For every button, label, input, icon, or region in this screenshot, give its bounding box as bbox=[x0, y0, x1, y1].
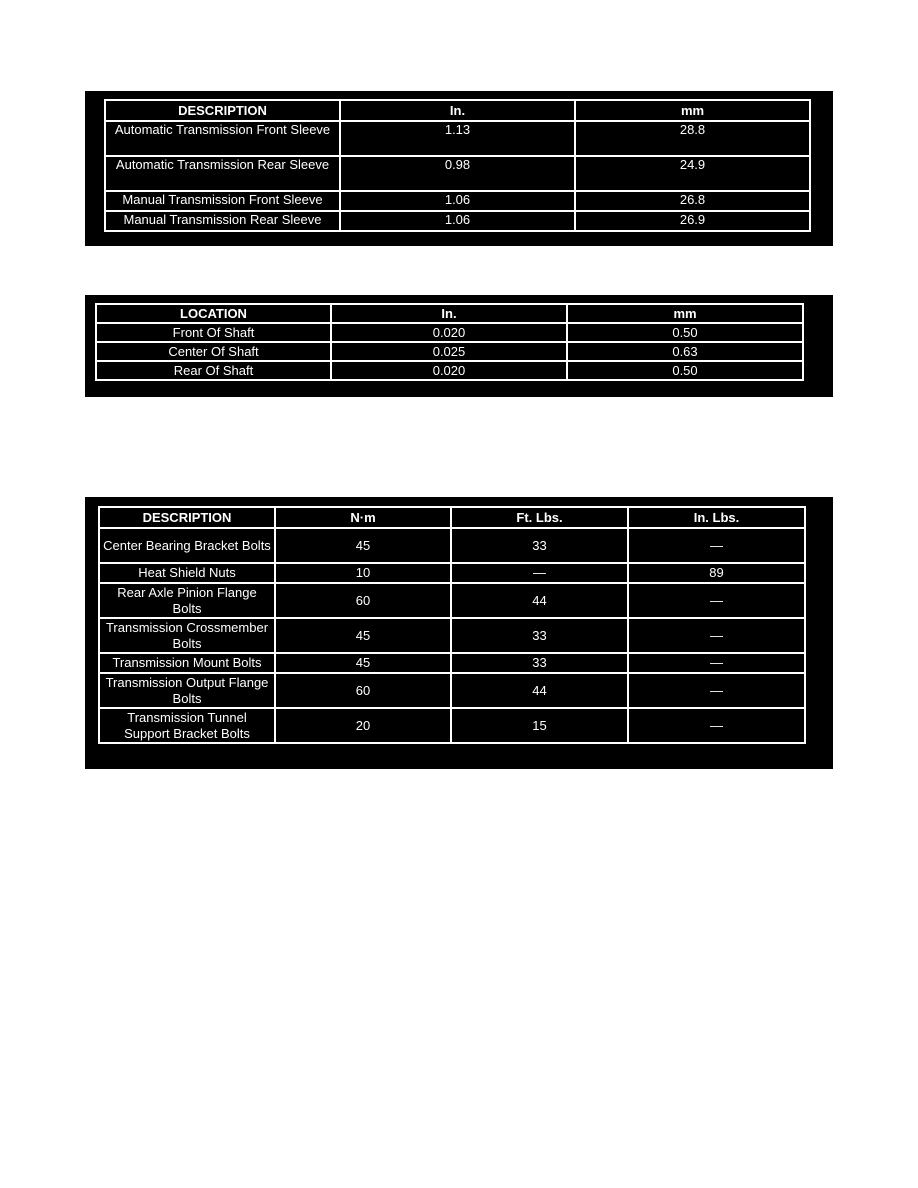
torque-spec-panel bbox=[85, 497, 833, 769]
table-cell: Rear Axle Pinion Flange Bolts bbox=[99, 583, 275, 618]
table-cell: 44 bbox=[451, 673, 628, 708]
table-row bbox=[99, 563, 805, 583]
table-cell: 0.98 bbox=[340, 156, 575, 191]
table-cell: 0.020 bbox=[331, 361, 567, 380]
table-row bbox=[99, 618, 805, 653]
column-header: Ft. Lbs. bbox=[451, 507, 628, 528]
runout-spec-table bbox=[95, 303, 804, 381]
table-cell: 28.8 bbox=[575, 121, 810, 156]
table-cell: Rear Of Shaft bbox=[96, 361, 331, 380]
column-header: In. Lbs. bbox=[628, 507, 805, 528]
table-cell: 89 bbox=[628, 563, 805, 583]
table-cell: 10 bbox=[275, 563, 451, 583]
table-cell: 0.025 bbox=[331, 342, 567, 361]
table-cell: 15 bbox=[451, 708, 628, 743]
column-header: mm bbox=[575, 100, 810, 121]
table-cell: 0.50 bbox=[567, 361, 803, 380]
table-cell: Transmission Mount Bolts bbox=[99, 653, 275, 673]
table-cell: 45 bbox=[275, 653, 451, 673]
table-cell: 24.9 bbox=[575, 156, 810, 191]
table-cell: — bbox=[628, 653, 805, 673]
table-cell: 0.020 bbox=[331, 323, 567, 342]
column-header: DESCRIPTION bbox=[99, 507, 275, 528]
table-cell: 0.63 bbox=[567, 342, 803, 361]
table-row bbox=[96, 342, 803, 361]
table-row bbox=[96, 361, 803, 380]
table-cell: 44 bbox=[451, 583, 628, 618]
table-cell: Center Bearing Bracket Bolts bbox=[99, 528, 275, 563]
table-row bbox=[99, 583, 805, 618]
table-cell: Manual Transmission Rear Sleeve bbox=[105, 211, 340, 231]
table-cell: Automatic Transmission Front Sleeve bbox=[105, 121, 340, 156]
table-row bbox=[96, 323, 803, 342]
table-cell: — bbox=[628, 673, 805, 708]
table-cell: 33 bbox=[451, 618, 628, 653]
table-row bbox=[105, 121, 810, 156]
table-cell: 26.9 bbox=[575, 211, 810, 231]
table-cell: 20 bbox=[275, 708, 451, 743]
table-cell: 1.06 bbox=[340, 211, 575, 231]
table-row bbox=[105, 156, 810, 191]
table-cell: Transmission Output Flange Bolts bbox=[99, 673, 275, 708]
table-row bbox=[105, 191, 810, 211]
table-row bbox=[99, 528, 805, 563]
table-row bbox=[99, 673, 805, 708]
sleeve-spec-panel bbox=[85, 91, 833, 246]
table-header-row bbox=[96, 304, 803, 323]
table-cell: 45 bbox=[275, 528, 451, 563]
table-cell: Transmission Tunnel Support Bracket Bolts bbox=[99, 708, 275, 743]
column-header: In. bbox=[340, 100, 575, 121]
table-cell: — bbox=[628, 528, 805, 563]
table-cell: 33 bbox=[451, 653, 628, 673]
table-cell: Center Of Shaft bbox=[96, 342, 331, 361]
table-cell: — bbox=[628, 583, 805, 618]
table-cell: Heat Shield Nuts bbox=[99, 563, 275, 583]
table-cell: Front Of Shaft bbox=[96, 323, 331, 342]
torque-spec-table bbox=[98, 506, 806, 744]
table-header-row bbox=[99, 507, 805, 528]
table-cell: Transmission Crossmember Bolts bbox=[99, 618, 275, 653]
table-cell: 1.13 bbox=[340, 121, 575, 156]
table-cell: Manual Transmission Front Sleeve bbox=[105, 191, 340, 211]
table-cell: Automatic Transmission Rear Sleeve bbox=[105, 156, 340, 191]
table-cell: 26.8 bbox=[575, 191, 810, 211]
column-header: N·m bbox=[275, 507, 451, 528]
table-cell: 0.50 bbox=[567, 323, 803, 342]
table-cell: — bbox=[451, 563, 628, 583]
table-header-row bbox=[105, 100, 810, 121]
table-cell: 60 bbox=[275, 673, 451, 708]
table-cell: 33 bbox=[451, 528, 628, 563]
column-header: mm bbox=[567, 304, 803, 323]
column-header: In. bbox=[331, 304, 567, 323]
sleeve-spec-table bbox=[104, 99, 811, 232]
runout-spec-panel bbox=[85, 295, 833, 397]
table-cell: 1.06 bbox=[340, 191, 575, 211]
column-header: DESCRIPTION bbox=[105, 100, 340, 121]
table-row bbox=[99, 708, 805, 743]
table-cell: — bbox=[628, 618, 805, 653]
table-cell: 60 bbox=[275, 583, 451, 618]
table-row bbox=[99, 653, 805, 673]
table-cell: — bbox=[628, 708, 805, 743]
table-row bbox=[105, 211, 810, 231]
column-header: LOCATION bbox=[96, 304, 331, 323]
table-cell: 45 bbox=[275, 618, 451, 653]
